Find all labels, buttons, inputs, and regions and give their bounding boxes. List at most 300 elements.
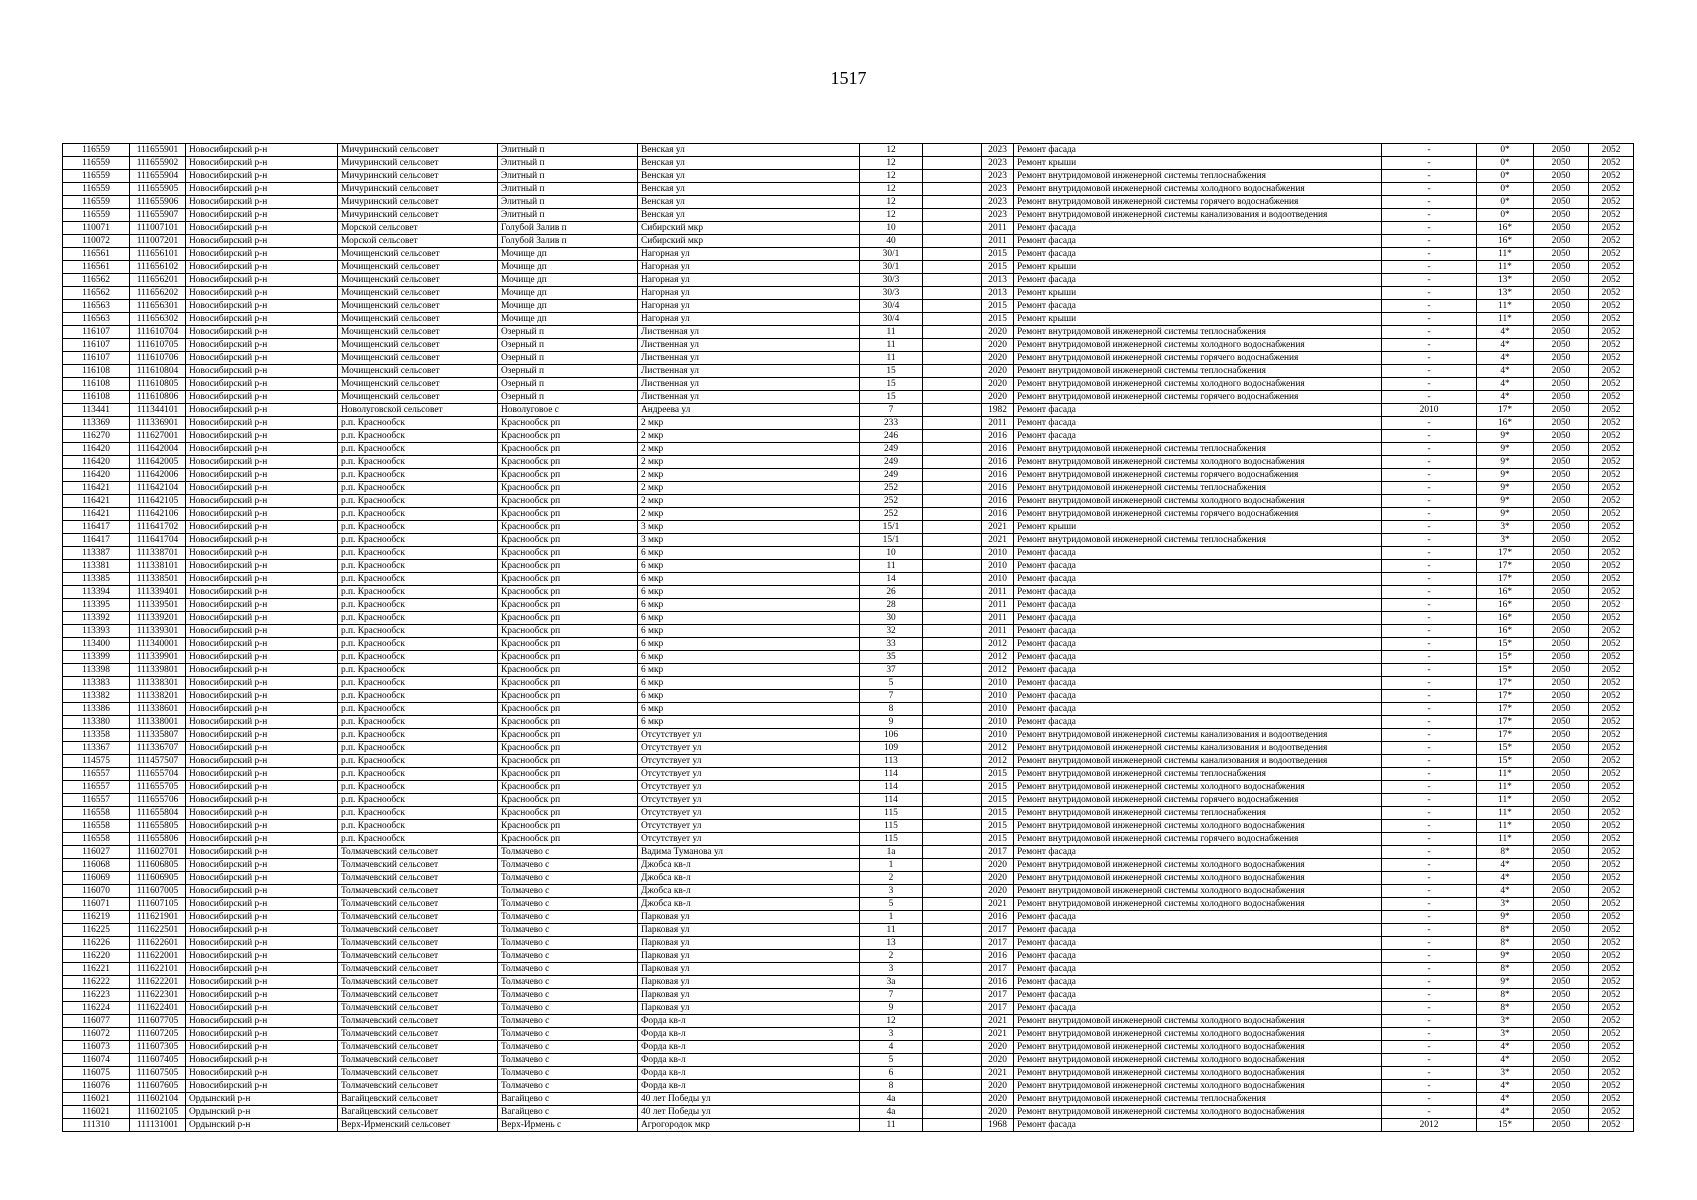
table-cell bbox=[923, 547, 982, 560]
table-cell: 2050 bbox=[1534, 495, 1589, 508]
table-cell: 2011 bbox=[982, 586, 1014, 599]
table-cell: 116021 bbox=[63, 1106, 130, 1119]
table-row bbox=[63, 521, 1634, 534]
table-cell bbox=[923, 469, 982, 482]
table-cell: р.п. Краснообск bbox=[338, 495, 498, 508]
table-cell: Новосибирский р-н bbox=[186, 274, 338, 287]
table-cell bbox=[923, 1015, 982, 1028]
table-cell bbox=[923, 898, 982, 911]
table-row bbox=[63, 560, 1634, 573]
table-cell: Краснообск рп bbox=[498, 755, 638, 768]
table-cell: 2050 bbox=[1534, 248, 1589, 261]
table-cell: - bbox=[1382, 261, 1477, 274]
table-cell: Ремонт внутридомовой инженерной системы холодного водоснабжения bbox=[1014, 1106, 1382, 1119]
table-row bbox=[63, 599, 1634, 612]
table-cell: 0* bbox=[1477, 196, 1534, 209]
table-cell: 5 bbox=[860, 677, 923, 690]
table-cell bbox=[923, 794, 982, 807]
table-cell: 113358 bbox=[63, 729, 130, 742]
table-cell: Новосибирский р-н bbox=[186, 183, 338, 196]
table-cell: Новосибирский р-н bbox=[186, 781, 338, 794]
table-cell: Новосибирский р-н bbox=[186, 729, 338, 742]
table-cell: 116417 bbox=[63, 534, 130, 547]
table-row bbox=[63, 833, 1634, 846]
table-cell: 116107 bbox=[63, 352, 130, 365]
table-cell: 116077 bbox=[63, 1015, 130, 1028]
table-cell: - bbox=[1382, 1080, 1477, 1093]
table-cell bbox=[923, 196, 982, 209]
table-cell bbox=[923, 885, 982, 898]
table-cell: Мочище дп bbox=[498, 300, 638, 313]
table-cell bbox=[923, 651, 982, 664]
table-cell: 116420 bbox=[63, 456, 130, 469]
table-cell: Мочищенский сельсовет bbox=[338, 352, 498, 365]
table-cell: 2050 bbox=[1534, 1093, 1589, 1106]
table-cell: Толмачево с bbox=[498, 1080, 638, 1093]
table-cell: Краснообск рп bbox=[498, 456, 638, 469]
table-cell: Новосибирский р-н bbox=[186, 573, 338, 586]
table-cell: 252 bbox=[860, 482, 923, 495]
table-cell: Новосибирский р-н bbox=[186, 300, 338, 313]
table-cell: 2012 bbox=[982, 651, 1014, 664]
table-cell: Ремонт фасада bbox=[1014, 430, 1382, 443]
table-cell bbox=[923, 404, 982, 417]
table-cell: Элитный п bbox=[498, 144, 638, 157]
table-cell: 9* bbox=[1477, 469, 1534, 482]
table-cell: Отсутствует ул bbox=[638, 768, 860, 781]
table-cell: 32 bbox=[860, 625, 923, 638]
table-cell: 116559 bbox=[63, 170, 130, 183]
table-cell: 15* bbox=[1477, 742, 1534, 755]
table-cell: Толмачевский сельсовет bbox=[338, 950, 498, 963]
table-cell: 11 bbox=[860, 1119, 923, 1132]
table-cell: 2052 bbox=[1589, 378, 1634, 391]
table-cell: Краснообск рп bbox=[498, 807, 638, 820]
table-cell bbox=[923, 183, 982, 196]
table-cell: - bbox=[1382, 1028, 1477, 1041]
table-cell: 2052 bbox=[1589, 677, 1634, 690]
table-cell: - bbox=[1382, 196, 1477, 209]
table-cell: 2017 bbox=[982, 937, 1014, 950]
table-cell: р.п. Краснообск bbox=[338, 794, 498, 807]
table-cell bbox=[923, 859, 982, 872]
table-cell: 2052 bbox=[1589, 833, 1634, 846]
table-cell: 2052 bbox=[1589, 638, 1634, 651]
table-cell: Ремонт фасада bbox=[1014, 625, 1382, 638]
table-cell: Вагайцево с bbox=[498, 1106, 638, 1119]
table-cell: Ремонт фасада bbox=[1014, 846, 1382, 859]
table-cell: 111622601 bbox=[130, 937, 186, 950]
table-cell: 16* bbox=[1477, 222, 1534, 235]
table-cell: 2016 bbox=[982, 430, 1014, 443]
table-cell: 114 bbox=[860, 768, 923, 781]
table-cell: Мочищенский сельсовет bbox=[338, 326, 498, 339]
table-cell: Форда кв-л bbox=[638, 1028, 860, 1041]
table-cell: Толмачево с bbox=[498, 950, 638, 963]
table-cell: Толмачево с bbox=[498, 963, 638, 976]
table-cell: 2 мкр bbox=[638, 443, 860, 456]
table-cell: Отсутствует ул bbox=[638, 742, 860, 755]
table-cell: 116073 bbox=[63, 1041, 130, 1054]
table-cell: 116072 bbox=[63, 1028, 130, 1041]
table-cell: Ремонт фасада bbox=[1014, 976, 1382, 989]
table-cell: Мочищенский сельсовет bbox=[338, 274, 498, 287]
table-cell: р.п. Краснообск bbox=[338, 768, 498, 781]
table-cell: - bbox=[1382, 469, 1477, 482]
table-cell: 114575 bbox=[63, 755, 130, 768]
table-cell: 2012 bbox=[982, 755, 1014, 768]
table-cell: Новосибирский р-н bbox=[186, 157, 338, 170]
table-cell: Парковая ул bbox=[638, 924, 860, 937]
table-cell: р.п. Краснообск bbox=[338, 560, 498, 573]
table-cell: 2052 bbox=[1589, 820, 1634, 833]
table-cell: 2012 bbox=[982, 638, 1014, 651]
table-row bbox=[63, 1106, 1634, 1119]
table-cell: Краснообск рп bbox=[498, 768, 638, 781]
table-cell: Толмачевский сельсовет bbox=[338, 924, 498, 937]
table-cell: 2052 bbox=[1589, 768, 1634, 781]
table-cell: - bbox=[1382, 170, 1477, 183]
table-cell: 2020 bbox=[982, 1041, 1014, 1054]
table-cell: 2052 bbox=[1589, 300, 1634, 313]
table-cell: 111656102 bbox=[130, 261, 186, 274]
table-cell: 116108 bbox=[63, 378, 130, 391]
table-cell: Ремонт фасада bbox=[1014, 1119, 1382, 1132]
table-cell: Венская ул bbox=[638, 196, 860, 209]
table-cell: 111339501 bbox=[130, 599, 186, 612]
table-cell: 2050 bbox=[1534, 170, 1589, 183]
table-cell: Ремонт внутридомовой инженерной системы канализования и водоотведения bbox=[1014, 209, 1382, 222]
table-cell: Ремонт фасада bbox=[1014, 1002, 1382, 1015]
table-row bbox=[63, 989, 1634, 1002]
table-cell: Парковая ул bbox=[638, 976, 860, 989]
table-cell: 113380 bbox=[63, 716, 130, 729]
table-cell: 111339801 bbox=[130, 664, 186, 677]
table-cell: 8 bbox=[860, 1080, 923, 1093]
table-cell: Ремонт внутридомовой инженерной системы горячего водоснабжения bbox=[1014, 196, 1382, 209]
table-cell: 116069 bbox=[63, 872, 130, 885]
table-cell: Парковая ул bbox=[638, 963, 860, 976]
table-cell: 4* bbox=[1477, 885, 1534, 898]
table-cell: - bbox=[1382, 976, 1477, 989]
table-cell: Новосибирский р-н bbox=[186, 365, 338, 378]
table-cell: 2052 bbox=[1589, 417, 1634, 430]
table-cell: Толмачево с bbox=[498, 859, 638, 872]
table-cell: 2052 bbox=[1589, 1067, 1634, 1080]
table-cell: 6 мкр bbox=[638, 638, 860, 651]
table-cell: 2052 bbox=[1589, 950, 1634, 963]
table-row bbox=[63, 937, 1634, 950]
table-cell: 2050 bbox=[1534, 573, 1589, 586]
table-cell: Краснообск рп bbox=[498, 781, 638, 794]
table-cell: 116223 bbox=[63, 989, 130, 1002]
table-cell: 116558 bbox=[63, 833, 130, 846]
table-cell: 9* bbox=[1477, 482, 1534, 495]
table-cell: 111606905 bbox=[130, 872, 186, 885]
table-cell bbox=[923, 1119, 982, 1132]
table-cell: Краснообск рп bbox=[498, 833, 638, 846]
table-cell: Ремонт внутридомовой инженерной системы холодного водоснабжения bbox=[1014, 781, 1382, 794]
table-cell: 116562 bbox=[63, 274, 130, 287]
table-cell: 116108 bbox=[63, 391, 130, 404]
table-cell bbox=[923, 287, 982, 300]
table-cell: 9* bbox=[1477, 911, 1534, 924]
table-cell: Вагайцевский сельсовет bbox=[338, 1093, 498, 1106]
table-cell: 0* bbox=[1477, 170, 1534, 183]
table-cell: Краснообск рп bbox=[498, 534, 638, 547]
table-cell: 2050 bbox=[1534, 651, 1589, 664]
table-cell: Джобса кв-л bbox=[638, 859, 860, 872]
table-row bbox=[63, 755, 1634, 768]
table-cell: Голубой Залив п bbox=[498, 235, 638, 248]
table-cell: 116563 bbox=[63, 313, 130, 326]
table-cell: - bbox=[1382, 742, 1477, 755]
table-cell: 6 мкр bbox=[638, 586, 860, 599]
table-cell: - bbox=[1382, 768, 1477, 781]
table-cell: 2050 bbox=[1534, 274, 1589, 287]
table-cell: 6 мкр bbox=[638, 547, 860, 560]
table-cell: 2052 bbox=[1589, 625, 1634, 638]
table-cell: 111338301 bbox=[130, 677, 186, 690]
table-cell: 2021 bbox=[982, 1067, 1014, 1080]
table-cell: 11 bbox=[860, 326, 923, 339]
table-cell: 11* bbox=[1477, 833, 1534, 846]
table-row bbox=[63, 1054, 1634, 1067]
table-cell: 16* bbox=[1477, 599, 1534, 612]
table-cell: 2052 bbox=[1589, 443, 1634, 456]
table-cell: 2050 bbox=[1534, 950, 1589, 963]
table-cell: 1 bbox=[860, 911, 923, 924]
table-cell: 2052 bbox=[1589, 937, 1634, 950]
table-cell: 8* bbox=[1477, 1002, 1534, 1015]
table-cell bbox=[923, 222, 982, 235]
table-row bbox=[63, 339, 1634, 352]
table-cell: 2015 bbox=[982, 820, 1014, 833]
table-cell: 2050 bbox=[1534, 742, 1589, 755]
table-cell: 1982 bbox=[982, 404, 1014, 417]
table-cell: Парковая ул bbox=[638, 937, 860, 950]
table-cell: 111622101 bbox=[130, 963, 186, 976]
table-cell: Краснообск рп bbox=[498, 443, 638, 456]
table-cell: 4* bbox=[1477, 872, 1534, 885]
table-cell: 17* bbox=[1477, 677, 1534, 690]
table-cell: 2021 bbox=[982, 1028, 1014, 1041]
table-cell: 2052 bbox=[1589, 404, 1634, 417]
table-cell: 30/3 bbox=[860, 287, 923, 300]
table-row bbox=[63, 365, 1634, 378]
table-cell: 116226 bbox=[63, 937, 130, 950]
table-cell: Мичуринский сельсовет bbox=[338, 170, 498, 183]
table-cell: Новосибирский р-н bbox=[186, 937, 338, 950]
table-cell: Новосибирский р-н bbox=[186, 742, 338, 755]
table-cell: - bbox=[1382, 430, 1477, 443]
table-cell: Новолуговое с bbox=[498, 404, 638, 417]
table-cell: 30 bbox=[860, 612, 923, 625]
table-cell: 116421 bbox=[63, 495, 130, 508]
table-cell: Ремонт внутридомовой инженерной системы теплоснабжения bbox=[1014, 326, 1382, 339]
table-cell: 2052 bbox=[1589, 235, 1634, 248]
table-cell: 111642005 bbox=[130, 456, 186, 469]
table-cell: - bbox=[1382, 794, 1477, 807]
table-row bbox=[63, 391, 1634, 404]
table-cell: р.п. Краснообск bbox=[338, 508, 498, 521]
table-cell: 2050 bbox=[1534, 677, 1589, 690]
table-cell: р.п. Краснообск bbox=[338, 547, 498, 560]
table-cell: 6 мкр bbox=[638, 664, 860, 677]
table-cell: 2050 bbox=[1534, 482, 1589, 495]
table-cell: Толмачевский сельсовет bbox=[338, 872, 498, 885]
table-cell: 3* bbox=[1477, 898, 1534, 911]
table-cell: - bbox=[1382, 950, 1477, 963]
table-cell: 2020 bbox=[982, 1054, 1014, 1067]
table-cell: 2 мкр bbox=[638, 508, 860, 521]
table-cell: 113398 bbox=[63, 664, 130, 677]
table-cell: 2010 bbox=[982, 716, 1014, 729]
table-cell: Новосибирский р-н bbox=[186, 911, 338, 924]
table-cell bbox=[923, 1028, 982, 1041]
table-cell: 2052 bbox=[1589, 742, 1634, 755]
table-cell: р.п. Краснообск bbox=[338, 781, 498, 794]
table-cell: 3 мкр bbox=[638, 534, 860, 547]
table-cell: Толмачево с bbox=[498, 898, 638, 911]
table-cell: Ремонт внутридомовой инженерной системы холодного водоснабжения bbox=[1014, 1015, 1382, 1028]
table-cell: Новосибирский р-н bbox=[186, 352, 338, 365]
table-cell: Ремонт фасада bbox=[1014, 690, 1382, 703]
table-cell: - bbox=[1382, 339, 1477, 352]
table-row bbox=[63, 417, 1634, 430]
table-cell: - bbox=[1382, 417, 1477, 430]
table-cell: 2012 bbox=[1382, 1119, 1477, 1132]
table-cell: - bbox=[1382, 781, 1477, 794]
table-cell: 116107 bbox=[63, 326, 130, 339]
table-cell: - bbox=[1382, 937, 1477, 950]
table-cell: - bbox=[1382, 287, 1477, 300]
table-cell: - bbox=[1382, 625, 1477, 638]
table-row bbox=[63, 1080, 1634, 1093]
table-cell: 6 мкр bbox=[638, 599, 860, 612]
table-cell: 2052 bbox=[1589, 326, 1634, 339]
table-cell: Новосибирский р-н bbox=[186, 846, 338, 859]
table-row bbox=[63, 963, 1634, 976]
table-cell: 110072 bbox=[63, 235, 130, 248]
table-cell: 2050 bbox=[1534, 898, 1589, 911]
table-cell: 2050 bbox=[1534, 352, 1589, 365]
table-cell: 2052 bbox=[1589, 885, 1634, 898]
table-cell: 111338501 bbox=[130, 573, 186, 586]
table-cell: р.п. Краснообск bbox=[338, 807, 498, 820]
table-cell: 2052 bbox=[1589, 430, 1634, 443]
table-cell: 111607505 bbox=[130, 1067, 186, 1080]
table-cell: Венская ул bbox=[638, 209, 860, 222]
table-cell: 2052 bbox=[1589, 859, 1634, 872]
table-cell bbox=[923, 937, 982, 950]
table-cell: 111007201 bbox=[130, 235, 186, 248]
table-cell: Мочищенский сельсовет bbox=[338, 391, 498, 404]
table-cell bbox=[923, 742, 982, 755]
table-cell: Новосибирский р-н bbox=[186, 963, 338, 976]
table-cell: Морской сельсовет bbox=[338, 235, 498, 248]
table-cell: 111607305 bbox=[130, 1041, 186, 1054]
table-cell: Толмачево с bbox=[498, 924, 638, 937]
table-cell: Нагорная ул bbox=[638, 287, 860, 300]
table-cell: Ремонт фасада bbox=[1014, 248, 1382, 261]
table-cell bbox=[923, 872, 982, 885]
table-cell bbox=[923, 1054, 982, 1067]
table-cell: Ремонт внутридомовой инженерной системы холодного водоснабжения bbox=[1014, 456, 1382, 469]
table-cell: Элитный п bbox=[498, 196, 638, 209]
table-cell: р.п. Краснообск bbox=[338, 755, 498, 768]
table-cell: 12 bbox=[860, 157, 923, 170]
table-cell: Краснообск рп bbox=[498, 651, 638, 664]
table-cell: Ремонт внутридомовой инженерной системы холодного водоснабжения bbox=[1014, 378, 1382, 391]
table-cell: - bbox=[1382, 677, 1477, 690]
table-cell: 246 bbox=[860, 430, 923, 443]
table-cell: 2050 bbox=[1534, 1054, 1589, 1067]
table-cell: 1968 bbox=[982, 1119, 1014, 1132]
table-cell: Новосибирский р-н bbox=[186, 872, 338, 885]
table-cell: 113367 bbox=[63, 742, 130, 755]
table-cell: Ремонт фасада bbox=[1014, 417, 1382, 430]
table-row bbox=[63, 482, 1634, 495]
table-row bbox=[63, 846, 1634, 859]
table-cell bbox=[923, 235, 982, 248]
table-cell: 0* bbox=[1477, 209, 1534, 222]
table-cell bbox=[923, 495, 982, 508]
table-cell bbox=[923, 625, 982, 638]
table-cell: 2050 bbox=[1534, 326, 1589, 339]
table-cell: - bbox=[1382, 651, 1477, 664]
table-row bbox=[63, 638, 1634, 651]
table-cell: 111655804 bbox=[130, 807, 186, 820]
table-row bbox=[63, 742, 1634, 755]
table-cell: 2050 bbox=[1534, 1080, 1589, 1093]
table-cell: 26 bbox=[860, 586, 923, 599]
table-row bbox=[63, 1015, 1634, 1028]
table-cell bbox=[923, 586, 982, 599]
table-cell: 111641702 bbox=[130, 521, 186, 534]
table-cell: Новосибирский р-н bbox=[186, 378, 338, 391]
table-cell: 4* bbox=[1477, 378, 1534, 391]
table-cell: 2011 bbox=[982, 222, 1014, 235]
table-row bbox=[63, 664, 1634, 677]
table-cell: Краснообск рп bbox=[498, 703, 638, 716]
table-cell: 109 bbox=[860, 742, 923, 755]
table-cell: Парковая ул bbox=[638, 950, 860, 963]
table-cell: Новосибирский р-н bbox=[186, 599, 338, 612]
table-cell: Ремонт фасада bbox=[1014, 573, 1382, 586]
table-cell: 2050 bbox=[1534, 365, 1589, 378]
table-cell: 16* bbox=[1477, 235, 1534, 248]
table-cell: Ремонт фасада bbox=[1014, 651, 1382, 664]
table-cell: Ремонт крыши bbox=[1014, 157, 1382, 170]
table-cell: 6 мкр bbox=[638, 573, 860, 586]
table-row bbox=[63, 469, 1634, 482]
table-cell: 3* bbox=[1477, 521, 1534, 534]
table-cell: 3* bbox=[1477, 1067, 1534, 1080]
table-cell: 2012 bbox=[982, 664, 1014, 677]
table-cell: 111641704 bbox=[130, 534, 186, 547]
table-cell: 116221 bbox=[63, 963, 130, 976]
table-row bbox=[63, 573, 1634, 586]
table-cell: Толмачевский сельсовет bbox=[338, 1028, 498, 1041]
table-cell: 4* bbox=[1477, 1093, 1534, 1106]
table-cell: 2010 bbox=[982, 677, 1014, 690]
table-cell: Лиственная ул bbox=[638, 365, 860, 378]
table-cell: 2052 bbox=[1589, 586, 1634, 599]
table-cell: 111606805 bbox=[130, 859, 186, 872]
table-cell: Краснообск рп bbox=[498, 612, 638, 625]
table-cell: 11 bbox=[860, 352, 923, 365]
